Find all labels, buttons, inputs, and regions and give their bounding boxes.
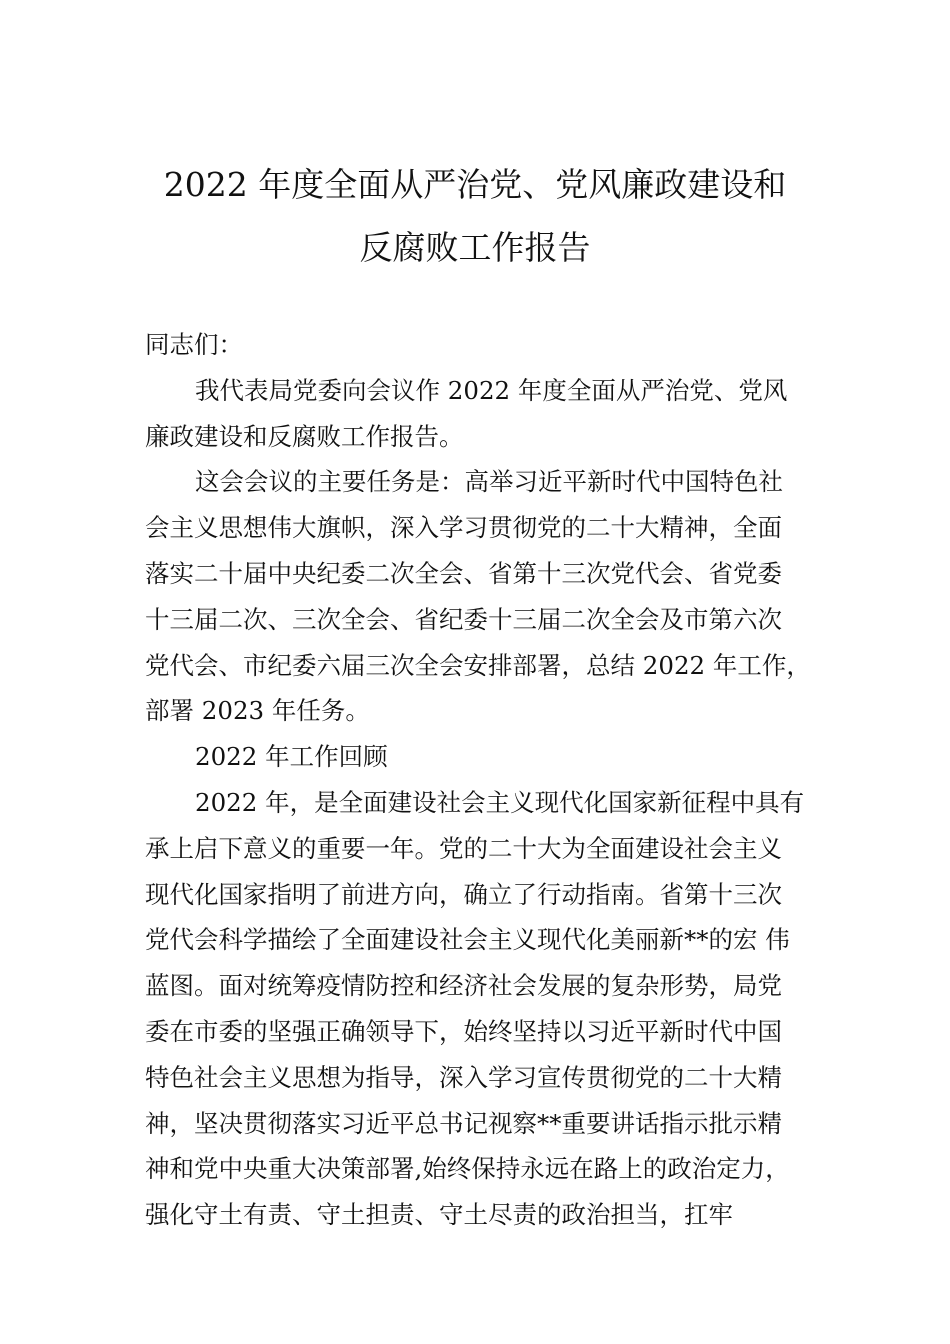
document-title-line-2: 反腐败工作报告 [359,228,591,267]
paragraph-line: 部署 2023 年任务。 [145,696,370,726]
paragraph-line: 蓝图。面对统筹疫情防控和经济社会发展的复杂形势，局党 [145,971,782,1001]
paragraph-line: 承上启下意义的重要一年。党的二十大为全面建设社会主义 [145,833,782,863]
salutation: 同志们： [145,330,243,359]
paragraph-line: 神，坚决贯彻落实习近平总书记视察**重要讲话指示批示精 [145,1108,782,1138]
paragraph-line: 会主义思想伟大旗帜，深入学习贯彻党的二十大精神，全面 [145,513,782,543]
paragraph-line: 党代会、市纪委六届三次全会安排部署，总结 2022 年工作， [145,650,811,680]
paragraph-line: 廉政建设和反腐败工作报告。 [145,421,464,451]
paragraph-line: 委在市委的坚强正确领导下，始终坚持以习近平新时代中国 [145,1016,782,1046]
document-body [145,322,845,1238]
paragraph-line: 我代表局党委向会议作 2022 年度全面从严治党、党风 [195,375,788,405]
paragraph-line: 这会会议的主要任务是：高举习近平新时代中国特色社 [195,467,783,497]
paragraph-line: 落实二十届中央纪委二次全会、省第十三次党代会、省党委 [145,558,782,588]
paragraph-line: 神和党中央重大决策部署,始终保持永远在路上的政治定力， [145,1154,790,1184]
paragraph-line: 现代化国家指明了前进方向，确立了行动指南。省第十三次 [145,879,782,909]
paragraph-line: 2022 年，是全面建设社会主义现代化国家新征程中具有 [195,787,805,817]
paragraph-line: 十三届二次、三次全会、省纪委十三届二次全会及市第六次 [145,604,782,634]
paragraph-line: 强化守土有责、守土担责、守土尽责的政治担当，扛牢 [145,1200,733,1230]
paragraph-line: 党代会科学描绘了全面建设社会主义现代化美丽新**的宏 伟 [145,925,790,955]
document-title-line-1: 2022 年度全面从严治党、党风廉政建设和 [163,165,787,204]
section-heading: 2022 年工作回顾 [195,742,388,772]
paragraph-line: 特色社会主义思想为指导，深入学习宣传贯彻党的二十大精 [145,1062,782,1092]
